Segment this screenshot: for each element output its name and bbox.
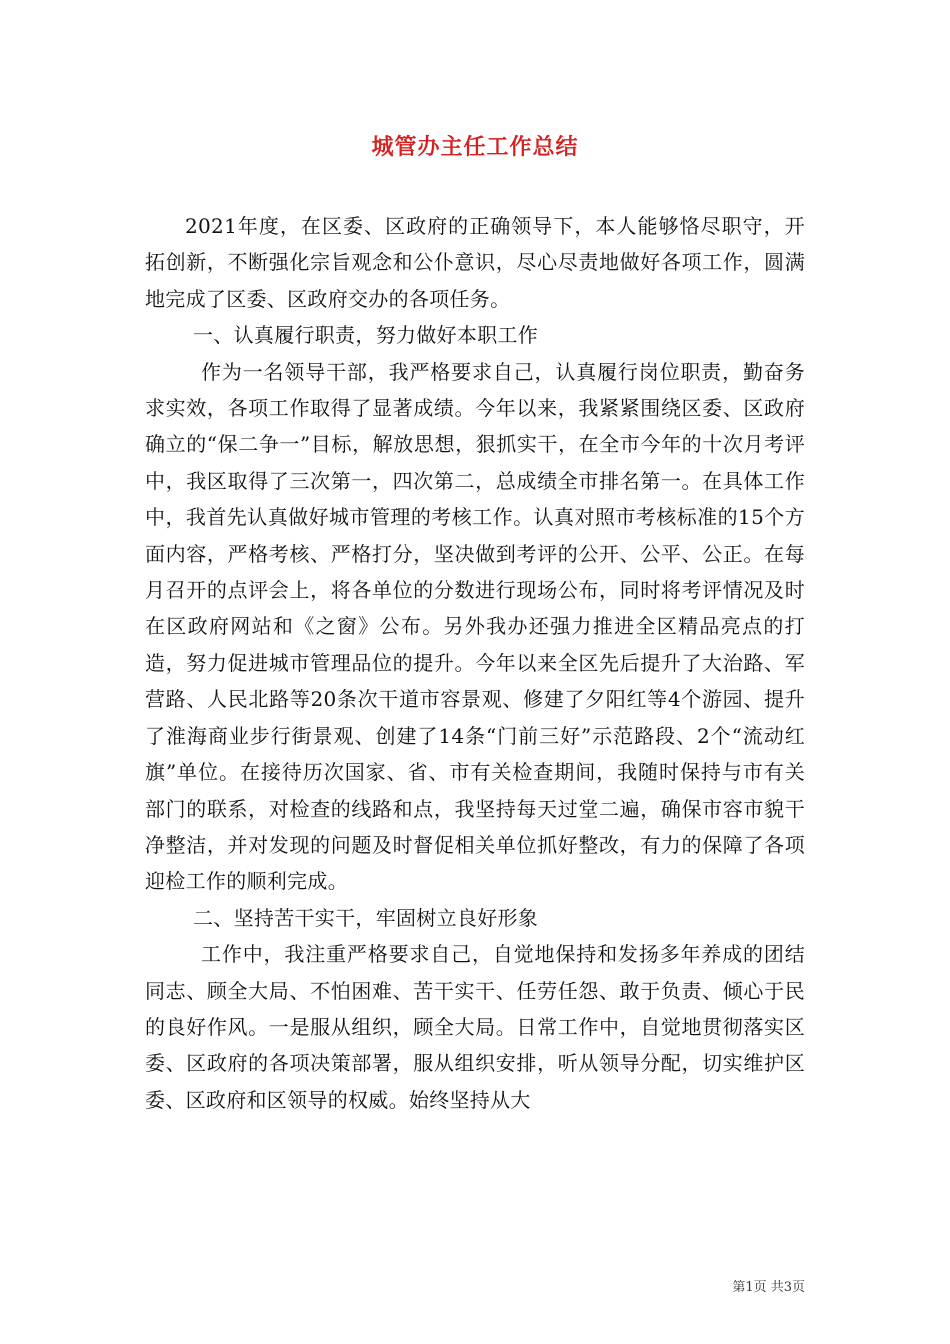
page-number-footer: 第1页 共3页: [732, 1280, 805, 1295]
section-heading-1: 一、认真履行职责，努力做好本职工作: [193, 323, 539, 348]
section-heading-2: 二、坚持苦干实干，牢固树立良好形象: [193, 905, 539, 930]
document-title: 城管办主任工作总结: [371, 134, 579, 160]
section-1-paragraph: 作为一名领导干部，我严格要求自己，认真履行岗位职责，勤奋务求实效，各项工作取得了显著成绩。今年以来，我紧紧围绕区委、区政府确立的“保二争一”目标，解放思想，狠抓实干，在全市今年的十次月考评中，我区取得了三次第一，四次第二，总成绩全市排名第一。在具体工作中，我首先认真做好城市管理的考核工作。认真对照市考核标准的15个方面内容，严格考核、严格打分，坚决做到考评的公开、公平、公正。在每月召开的点评会上，将各单位的分数进行现场公布，同时将考评情况及时在区政府网站和《之窗》公布。另外我办还强力推进全区精品亮点的打造，努力促进城市管理品位的提升。今年以来全区先后提升了大治路、军营路、人民北路等20条次干道市容景观、修建了夕阳红等4个游园、提升了淮海商业步行街景观、创建了14条“门前三好”示范路段、2个“流动红旗”单位。在接待历次国家、省、市有关检查期间，我随时保持与市有关部门的联系，对检查的线路和点，我坚持每天过堂二遍，确保市容市貌干净整洁，并对发现的问题及时督促相关单位抓好整改，有力的保障了各项迎检工作的顺利完成。: [145, 359, 805, 894]
document-body: [145, 208, 805, 1118]
intro-paragraph: 2021年度，在区委、区政府的正确领导下，本人能够恪尽职守，开拓创新，不断强化宗旨观念和公仆意识，尽心尽责地做好各项工作，圆满地完成了区委、区政府交办的各项任务。: [145, 214, 805, 311]
section-2-paragraph: 工作中，我注重严格要求自己，自觉地保持和发扬多年养成的团结同志、顾全大局、不怕困难、苦干实干、任劳任怨、敢于负责、倾心于民的良好作风。一是服从组织，顾全大局。日常工作中，自觉地贯彻落实区委、区政府的各项决策部署，服从组织安排，听从领导分配，切实维护区委、区政府和区领导的权威。始终坚持从大: [145, 942, 805, 1112]
